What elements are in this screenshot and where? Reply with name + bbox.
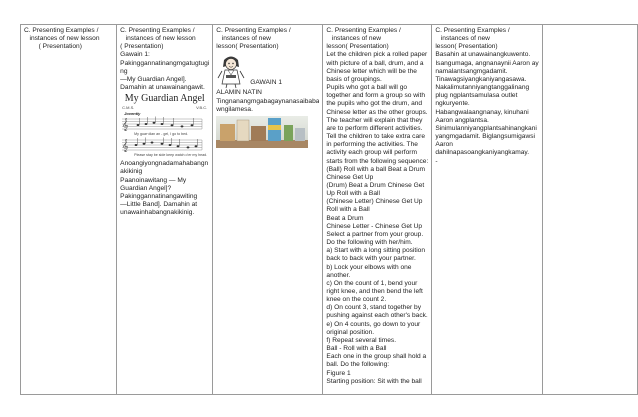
cell-col1 xyxy=(21,25,117,395)
text-line: Tingnanangmgabagaynanasaibaba xyxy=(216,97,320,105)
lyric-line-2: Please stay be side keep watch o'er my head. xyxy=(134,153,208,158)
text-line: instances of new xyxy=(435,35,490,43)
text-line: knee on the count 2. xyxy=(326,296,387,304)
text-line: Chinese letter which will be the xyxy=(326,67,417,75)
text-line: instances of new xyxy=(216,35,271,43)
song-title: My Guardian Angel xyxy=(124,93,205,105)
text-line: C. Presenting Examples / xyxy=(435,27,510,34)
text-line: Let the children pick a rolled paper xyxy=(326,51,428,59)
text-line: Up Roll with a Ball xyxy=(326,190,380,198)
text-line: in performing the activities. The xyxy=(326,141,418,149)
cell-col4 xyxy=(323,25,432,395)
text-line: Habangwalaangnanay, kinuhani xyxy=(435,108,529,116)
text-line: Anoangiyongnadamahabangn xyxy=(120,160,209,168)
girl-cartoon-icon xyxy=(216,53,246,89)
text-line: right knee, and then bend the left xyxy=(326,288,423,295)
text-line: wngilamesa. xyxy=(216,105,253,113)
arranger-credit: V.B.C. xyxy=(196,105,208,111)
text-line: Pakinggannatinangmgatugtugi xyxy=(120,59,210,67)
text-line: unawainhabangnakikinig. xyxy=(120,209,195,217)
text-line: ( Presentation) xyxy=(24,43,82,51)
text-line: ball. Do the following: xyxy=(326,361,390,369)
text-line: C. Presenting Examples / xyxy=(120,27,195,34)
text-line: Basahin at unawainangkuwento. xyxy=(435,51,531,59)
text-line: ALAMIN NATIN xyxy=(216,89,262,97)
cell-col6 xyxy=(542,25,637,395)
composer-credit: C.M.S. xyxy=(122,105,135,111)
text-line: Do the following with her/him. xyxy=(326,239,413,247)
text-line: Select a partner from your group. xyxy=(326,230,424,238)
text-line: Nakalimutanniyangtanggalinang xyxy=(435,84,530,92)
text-line: pushing against each other's back. xyxy=(326,312,428,320)
text-line: (Chinese Letter) Chinese Get Up xyxy=(326,198,423,206)
col5-text xyxy=(435,27,538,166)
text-line: akikinig xyxy=(120,168,143,176)
cell-col5 xyxy=(432,25,542,395)
tempo-marking: Jovently xyxy=(124,111,141,117)
text-line: Chinese Letter - Chinese Get Up xyxy=(326,222,423,230)
text-line: ( Presentation) xyxy=(120,43,164,51)
text-line: Chinese Get Up xyxy=(326,173,374,181)
text-line: c) On the count of 1, bend your xyxy=(326,279,418,287)
text-line: namalantsangmgadamit. xyxy=(435,67,508,75)
svg-text:𝄞: 𝄞 xyxy=(122,118,129,132)
text-line: b) Lock your elbows with one xyxy=(326,263,412,271)
cell-col3 xyxy=(213,25,323,395)
music-staff-1 xyxy=(120,116,204,132)
text-line: Aaron xyxy=(435,141,453,149)
text-line: d) On count 3, stand together by xyxy=(326,304,421,312)
text-line: Guardian Angel]? xyxy=(120,184,172,192)
text-line: ng xyxy=(120,67,128,75)
text-line: starts from the following sequence: xyxy=(326,157,429,165)
text-line: basis of groupings. xyxy=(326,75,382,83)
text-line: Beat a Drum xyxy=(326,214,364,222)
text-line: C. Presenting Examples / xyxy=(24,27,99,34)
text-line: plug ngplantsamulasa outlet xyxy=(435,92,518,100)
image-caption: GAWAIN 1 xyxy=(250,79,283,87)
text-line: Pakinggannatinangawiting xyxy=(120,192,198,200)
text-line: with picture of a ball, drum, and a xyxy=(326,59,424,67)
table-items-illustration xyxy=(216,116,308,148)
text-line: C. Presenting Examples / xyxy=(216,27,291,34)
text-line: Tell the children to take extra care xyxy=(326,133,426,141)
text-line: Sinimulanniyangplantsahinangkani xyxy=(435,124,537,132)
text-line: Ball - Roll with a Ball xyxy=(326,345,387,353)
text-line: C. Presenting Examples / xyxy=(326,27,401,34)
text-line: Gawain 1: xyxy=(120,51,150,59)
text-line: Paanoinawitang — My xyxy=(120,176,187,184)
sheet-music-image xyxy=(120,93,209,158)
text-line: e) On 4 counts, go down to your xyxy=(326,320,421,328)
text-line: (Ball) Roll with a ball Beat a Drum xyxy=(326,165,425,173)
text-line: lesson( Presentation) xyxy=(326,43,389,51)
text-line: ngkuryente. xyxy=(435,100,470,108)
text-line: —Little Band]. Damahin at xyxy=(120,201,198,209)
text-line: original position. xyxy=(326,328,375,336)
text-line: a) Start with a long sitting position xyxy=(326,247,426,255)
text-line: - xyxy=(435,157,438,165)
text-line: Tinawagsiyangkaniyangasawa. xyxy=(435,75,527,83)
text-line: together and form a group so with xyxy=(326,92,426,100)
text-line: f) Repeat several times. xyxy=(326,336,397,344)
text-line: instances of new lesson xyxy=(24,35,100,43)
text-line: Starting position: Sit with the ball xyxy=(326,377,422,385)
text-line: Chinese letter as the other groups. xyxy=(326,108,428,116)
text-line: (Drum) Beat a Drum Chinese Get xyxy=(326,181,425,189)
text-line: Damahin at unawainangawit. xyxy=(120,84,205,92)
lyric-line-1: My guar·dian an - gel, I go to bed. xyxy=(134,132,189,137)
cell-col2 xyxy=(117,25,213,395)
text-line: dahilnapasoangkaniyangkamay. xyxy=(435,149,530,157)
text-line: lesson( Presentation) xyxy=(435,43,498,51)
lesson-plan-table xyxy=(20,24,638,395)
text-line: Figure 1 xyxy=(326,369,351,377)
table-row xyxy=(21,25,638,395)
col4-text xyxy=(326,27,428,386)
text-line: Pupils who got a ball will go xyxy=(326,84,408,92)
text-line: instances of new xyxy=(326,35,382,43)
text-line: are to perform different activities. xyxy=(326,124,423,132)
text-line: Aaron angplantsa. xyxy=(435,116,489,124)
text-line: back to back with your partner. xyxy=(326,255,416,263)
table-items-photo xyxy=(216,116,308,148)
girl-cartoon-image xyxy=(216,53,319,89)
text-line: The teacher will explain that they xyxy=(326,116,423,124)
text-line: —My Guardian Angel]. xyxy=(120,75,187,83)
svg-text:𝄞: 𝄞 xyxy=(122,139,129,153)
text-line: lesson( Presentation) xyxy=(216,43,279,51)
music-staff-2 xyxy=(120,137,204,153)
text-line: Isangumaga, angnanaynii Aaron ay xyxy=(435,59,539,67)
text-line: Each one in the group shall hold a xyxy=(326,353,427,361)
text-line: activity each group will perform xyxy=(326,149,417,157)
text-line: Roll with a Ball xyxy=(326,206,370,214)
text-line: yangmgadamit. Biglangsumigawsi xyxy=(435,133,536,141)
text-line: another. xyxy=(326,271,351,279)
text-line: instances of new lesson xyxy=(120,35,196,43)
text-line: the pupils who got the drum, and xyxy=(326,100,423,108)
